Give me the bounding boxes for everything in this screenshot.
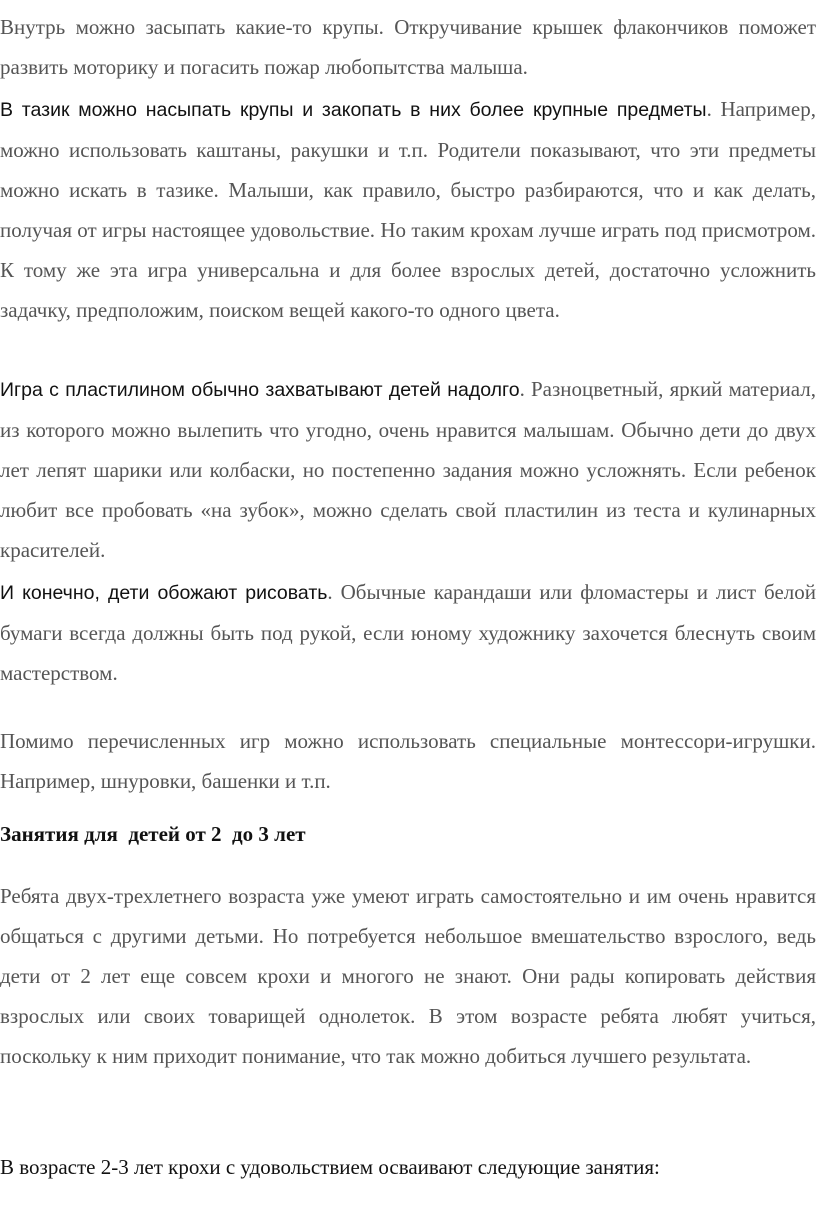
paragraph-activities-intro: [0, 1147, 816, 1187]
paragraph-basin-game: [0, 89, 816, 330]
heading-text: Занятия для детей от 2 до 3 лет: [0, 822, 306, 846]
paragraph-text: . Обычные карандаши или фломастеры и лист белой бумаги всегда должны быть под рукой, если юному художнику захочется блеснуть своим мастерством.: [0, 580, 816, 685]
section-heading: [0, 814, 816, 854]
paragraph-montessori: [0, 721, 816, 801]
paragraph-text: Ребята двух-трехлетнего возраста уже умеют играть самостоятельно и им очень нравится общаться с другими детьми. Но потребуется небольшое вмешательство взрослого, ведь дети от 2 лет еще совсем крохи и многого не знают. Они рады копировать действия взрослых или своих товарищей однолеток. В этом возрасте ребята любят учиться, поскольку к ним приходит понимание, что так можно добиться лучшего результата.: [0, 884, 816, 1068]
paragraph-text: . Разноцветный, яркий материал, из которого можно вылепить что угодно, очень нравится малышам. Обычно дети до двух лет лепят шарики или колбаски, но постепенно задания можно усложнять. Если ребенок любит все пробовать «на зубок», можно сделать свой пластилин из теста и кулинарных красителей.: [0, 377, 816, 562]
paragraph-text: Помимо перечисленных игр можно использовать специальные монтессори-игрушки. Например, шнуровки, башенки и т.п.: [0, 729, 816, 793]
paragraph-lead-text: В тазик можно насыпать крупы и закопать в них более крупные предметы: [0, 99, 707, 121]
paragraph-two-three-years: [0, 876, 816, 1076]
paragraph-text: В возрасте 2-3 лет крохи с удовольствием осваивают следующие занятия:: [0, 1155, 660, 1179]
paragraph-plasticine-game: [0, 369, 816, 570]
paragraph-drawing: [0, 572, 816, 693]
paragraph-text: Внутрь можно засыпать какие-то крупы. Откручивание крышек флакончиков поможет развить моторику и погасить пожар любопытства малыша.: [0, 15, 816, 79]
paragraph-cereal-bottles: [0, 7, 816, 87]
paragraph-lead-text: Игра с пластилином обычно захватывают детей надолго: [0, 379, 520, 401]
paragraph-text: . Например, можно использовать каштаны, ракушки и т.п. Родители показывают, что эти предметы можно искать в тазике. Малыши, как правило, быстро разбираются, что и как делать, получая от игры настоящее удовольствие. Но таким крохам лучше играть под присмотром. К тому же эта игра универсальна и для более взрослых детей, достаточно усложнить задачку, предположим, поиском вещей какого-то одного цвета.: [0, 97, 816, 322]
paragraph-lead-text: И конечно, дети обожают рисовать: [0, 582, 328, 604]
